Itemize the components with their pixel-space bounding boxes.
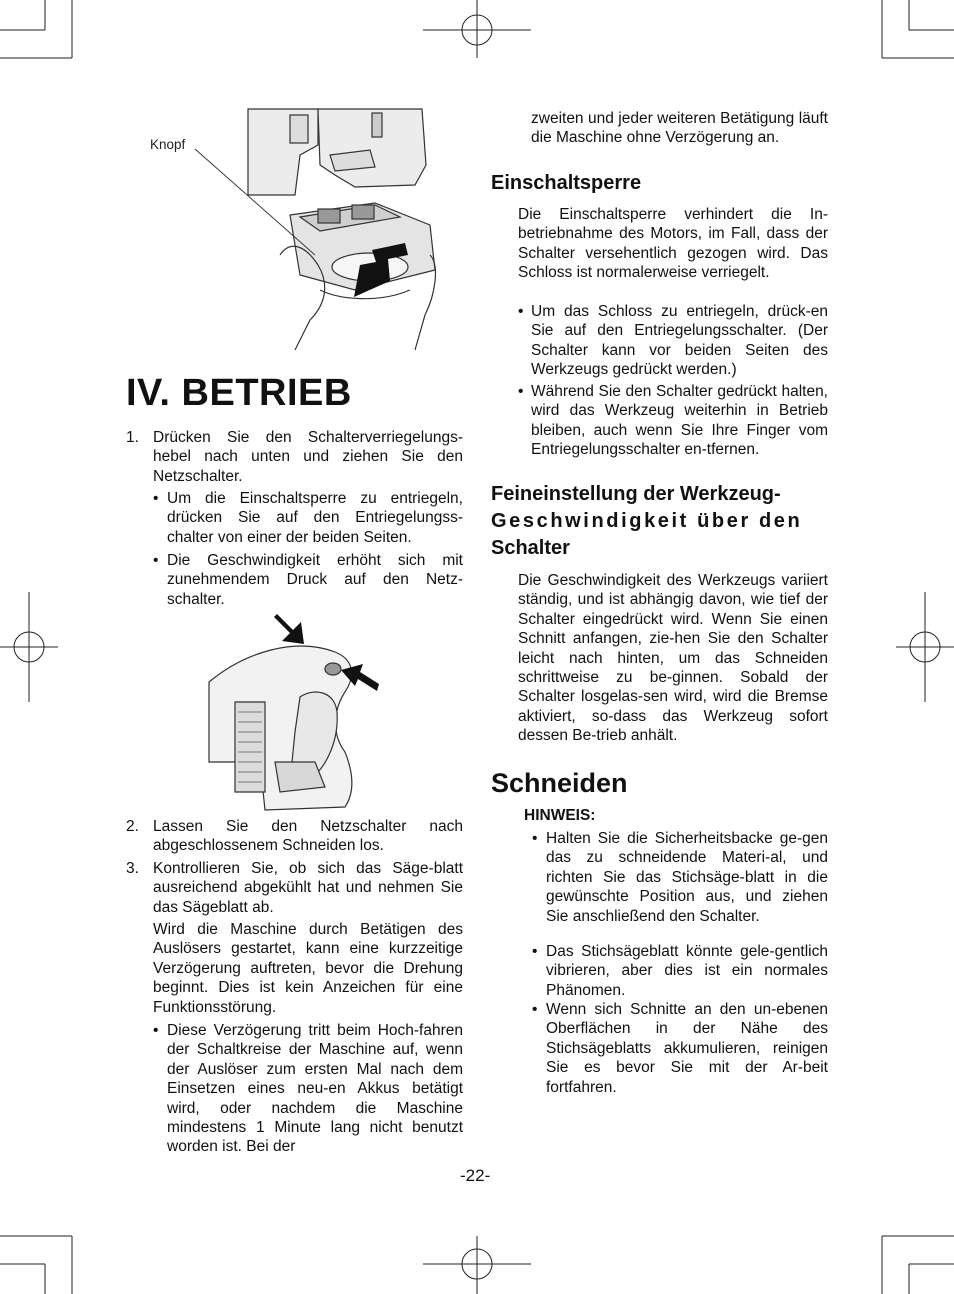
bullet-glyph: • [532,1001,538,1018]
step-2 [126,817,463,856]
bullet-text: Während Sie den Schalter gedrückt halten, wird das Werkzeug weiterhin in Betrieb bleiben, auch wenn Sie Ihre Finger vom Entriegelungsschalter en-tfernen. [531,383,828,459]
page-title: IV. BETRIEB [126,372,352,414]
step-text: Lassen Sie den Netzschalter nach abgeschlossenem Schneiden los. [153,818,463,855]
battery-removal-figure [140,105,450,360]
bullet-glyph: • [518,383,524,400]
step-number: 2. [126,818,139,835]
bullet-text: Um die Einschaltsperre zu entriegeln, drücken Sie auf den Entriegelungss-chalter von einer der beiden Seiten. [167,490,463,546]
hinweis-label: HINWEIS: [524,807,596,824]
einschaltsperre-bullet-1 [518,302,828,380]
einschaltsperre-bullet-2 [518,382,828,460]
bullet-text: Die Geschwindigkeit erhöht sich mit zunehmendem Druck auf den Netz-schalter. [167,552,463,608]
step-1 [126,428,463,486]
step-3-bullet [153,1021,463,1157]
step-3 [126,859,463,917]
step-text: Drücken Sie den Schalterverriegelungs-hebel nach unten und ziehen Sie den Netzschalter. [153,429,463,485]
step-number: 1. [126,429,139,446]
bullet-glyph: • [532,943,538,960]
bullet-glyph: • [153,1022,159,1039]
einschaltsperre-paragraph: Die Einschaltsperre verhindert die In-betriebnahme des Motors, im Fall, dass der Schalter versehentlich gezogen wird. Das Schloss ist normalerweise verriegelt. [518,206,828,282]
bullet-text: Wenn sich Schnitte an den un-ebenen Oberflächen in der Nähe des Stichsägeblatts akkumulieren, reinigen Sie es bevor Sie mit der Ar-beit fortfahren. [546,1001,828,1096]
bullet-glyph: • [532,830,538,847]
switch-figure [205,612,385,812]
heading-line: Feineinstellung der Werkzeug- [491,483,781,505]
feineinstellung-paragraph: Die Geschwindigkeit des Werkzeugs variiert ständig, und ist abhängig davon, wie tief der Schalter eingedrückt wird. Wenn Sie einen Schnitt anfangen, zie-hen Sie den Schalter leicht nach hinten, um das Schneiden schrittweise zu be-ginnen. Sobald der Schalter losgelas-sen wird, wird die Bremse aktiviert, so-dass das Werkzeug sofort dessen Be-trieb anhält. [518,572,828,745]
step-1-bullet-1 [153,489,463,547]
bullet-glyph: • [153,552,159,569]
step-1-bullet-2 [153,551,463,609]
knopf-label: Knopf [150,137,186,152]
bullet-glyph: • [153,490,159,507]
heading-feineinstellung [491,481,828,562]
step-number: 3. [126,860,139,877]
bullet-text: Diese Verzögerung tritt beim Hoch-fahren der Schaltkreise der Maschine auf, wenn der Auslöser zum ersten Mal nach dem Einsetzen eines neu-en Akkus betätigt wird, oder nachdem die Maschine mindestens 1 Minute lang nicht benutzt worden ist. Bei der [167,1022,463,1156]
heading-schneiden: Schneiden [491,768,628,798]
bullet-text: Das Stichsägeblatt könnte gele-gentlich vibrieren, aber dies ist ein normales Phänomen. [546,943,828,999]
heading-line: Geschwindigkeit über den [491,510,803,532]
bullet-text: Halten Sie die Sicherheitsbacke ge-gen das zu schneidende Materi-al, und richten Sie das Stichsäge-blatt in die gewünschte Position aus, und ziehen Sie anschließend den Schalter. [546,830,828,925]
bullet-glyph: • [518,303,524,320]
step-text: Kontrollieren Sie, ob sich das Säge-blatt ausreichend abgekühlt hat und nehmen Sie das Sägeblatt ab. [153,860,463,916]
continuation-text: zweiten und jeder weiteren Betätigung läuft die Maschine ohne Verzögerung an. [531,110,828,147]
step-3-paragraph: Wird die Maschine durch Betätigen des Auslösers gestartet, kann eine kurzzeitige Verzögerung auftreten, bevor die Drehung beginnt. Dies ist kein Anzeichen für eine Funktionsstörung. [153,921,463,1016]
schneiden-bullet-1 [532,829,828,926]
schneiden-bullet-2 [532,942,828,1000]
bullet-text: Um das Schloss zu entriegeln, drück-en Sie auf den Entriegelungsschalter. (Der Schalter kann vor beiden Seiten des Werkzeugs gedrückt werden.) [531,303,828,379]
schneiden-bullet-3 [532,1000,828,1097]
page-number: -22- [460,1166,491,1185]
heading-line: Schalter [491,537,570,559]
heading-einschaltsperre: Einschaltsperre [491,172,642,194]
